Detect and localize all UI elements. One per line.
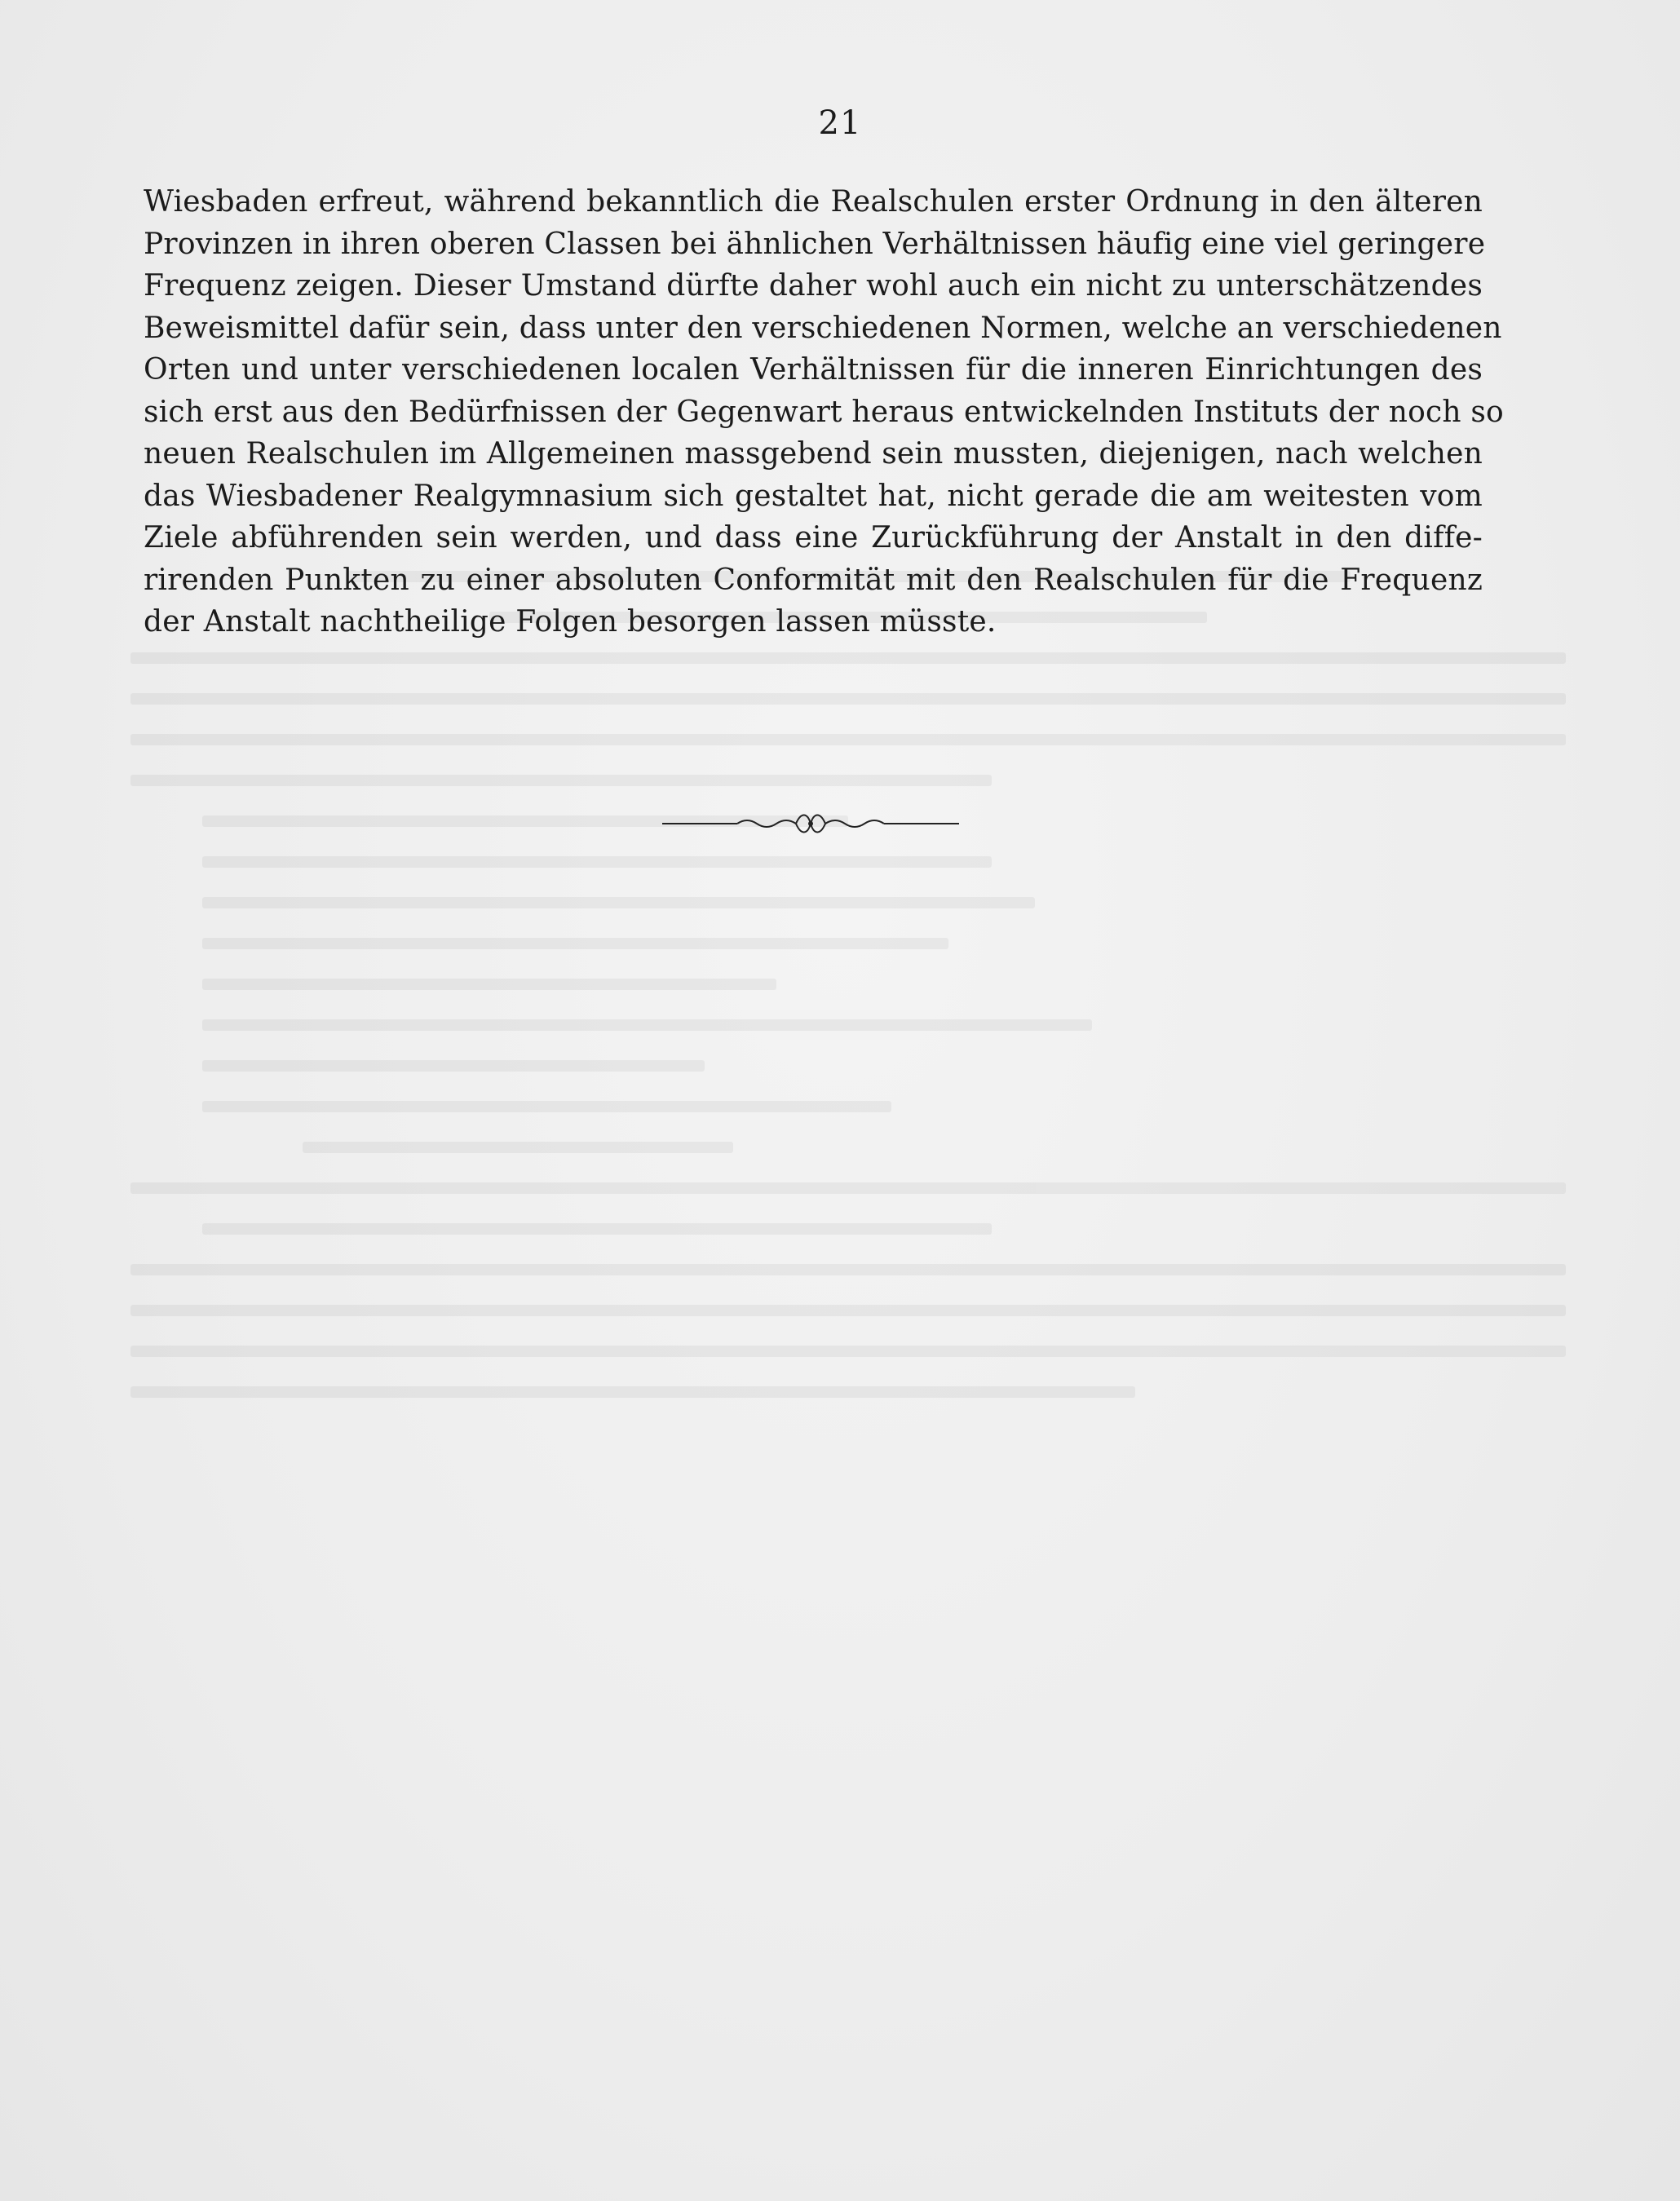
text-line: neuen Realschulen im Allgemeinen massgebend sein mussten, diejenigen, nach welchen xyxy=(144,437,1483,471)
body-paragraph xyxy=(144,181,1504,643)
text-line: der Anstalt nachtheilige Folgen besorgen lassen müsste. xyxy=(144,605,997,639)
ornament-divider-icon xyxy=(662,809,959,837)
text-line: Wiesbaden erfreut, während bekanntlich die Realschulen erster Ordnung in den älteren xyxy=(144,185,1483,219)
show-through-texture xyxy=(130,571,1566,1941)
text-line: Beweismittel dafür sein, dass unter den verschiedenen Normen, welche an verschiedenen xyxy=(144,311,1502,345)
page-number: 21 xyxy=(818,104,862,142)
text-line: sich erst aus den Bedürfnissen der Gegenwart heraus entwickelnden Instituts der noch so xyxy=(144,395,1504,429)
text-line: Ziele abführenden sein werden, und dass eine Zurückführung der Anstalt in den diffe- xyxy=(144,521,1483,555)
text-line: rirenden Punkten zu einer absoluten Conformität mit den Realschulen für die Frequenz xyxy=(144,563,1483,597)
text-line: Orten und unter verschiedenen localen Verhältnissen für die inneren Einrichtungen des xyxy=(144,353,1483,387)
text-line: Provinzen in ihren oberen Classen bei ähnlichen Verhältnissen häufig eine viel geringere xyxy=(144,227,1486,261)
text-line: das Wiesbadener Realgymnasium sich gestaltet hat, nicht gerade die am weitesten vom xyxy=(144,479,1483,513)
text-line: Frequenz zeigen. Dieser Umstand dürfte daher wohl auch ein nicht zu unterschätzendes xyxy=(144,269,1483,303)
